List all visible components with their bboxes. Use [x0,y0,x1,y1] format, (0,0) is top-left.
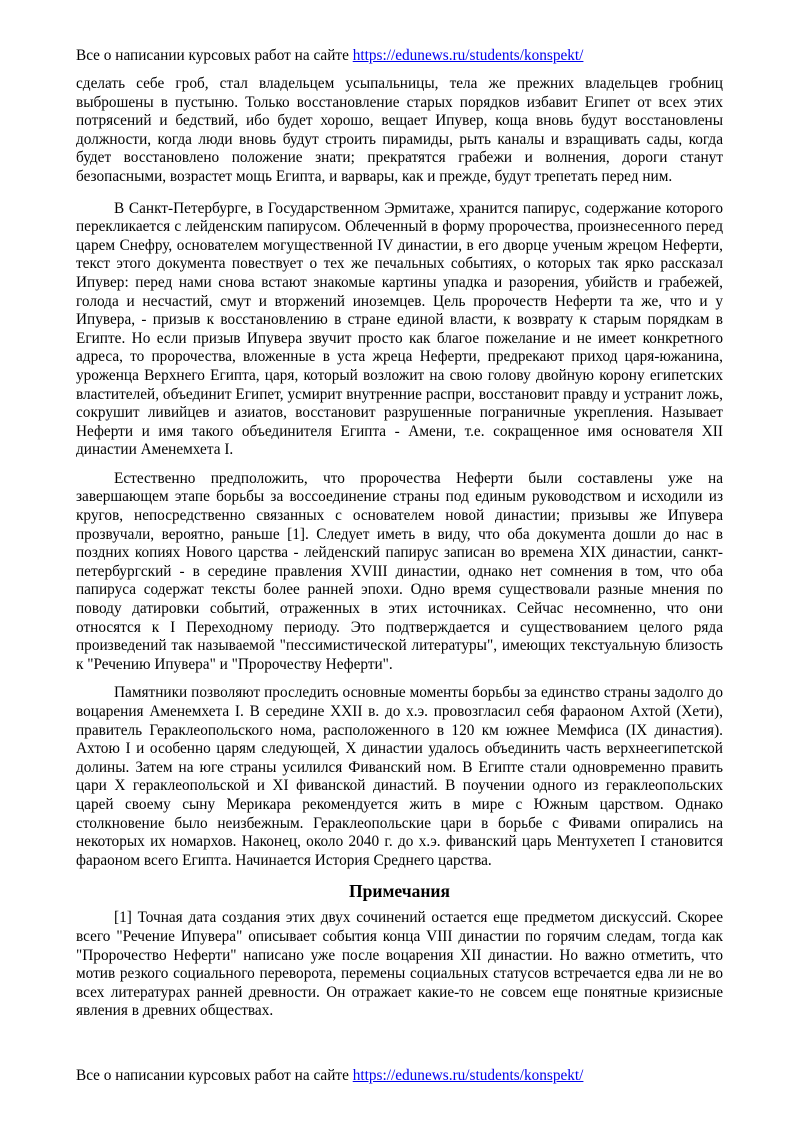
header-text: Все о написании курсовых работ на сайте [76,47,349,64]
page-footer [76,1066,583,1085]
footer-link[interactable]: https://edunews.ru/students/konspekt/ [352,1067,584,1084]
paragraph-continuation: сделать себе гроб, стал владельцем усыпальницы, тела же прежних владельцев гробниц выброшены в пустыню. Только восстановление старых порядков избавит Египет от всех этих потрясений и бедствий, ибо будет хорошо, вещает Ипувер, коща вновь будут восстановлены должности, когда люди вновь будут строить пирамиды, рыть каналы и взращивать сады, когда будет восстановлено положение знати; прекратятся грабежи и волнения, дороги станут безопасными, возрастет мощь Египта, и варвары, как и прежде, будут трепетать перед ним. [76,75,723,185]
notes-heading: Примечания [349,881,450,902]
header-link[interactable]: https://edunews.ru/students/konspekt/ [352,47,584,64]
paragraph-unification: Памятники позволяют проследить основные моменты борьбы за единство страны задолго до воцарения Аменемхета I. В середине XXII в. до х.э. провозгласил себя фараоном Ахтой (Хети), правитель Гераклеопольского нома, расположенного в 120 км южнее Мемфиса (IX династия). Ахтою I и особенно царям следующей, X династии удалось объединить часть верхнеегипетской долины. Затем на юге страны усилился Фиванский ном. В Египте стали одновременно править цари X гераклеопольской и XI фиванской династий. В поучении одного из гераклеопольских царей своему сыну Мерикара рекомендуется жить в мире с Южным царством. Однако столкновение было неизбежным. Гераклеопольские цари в борьбе с Фивами опирались на некоторых их номархов. Наконец, около 2040 г. до х.э. фиванский царь Ментухетеп I становится фараоном всего Египта. Начинается История Среднего царства. [76,684,723,869]
page-header [76,46,583,65]
footnote-1: [1] Точная дата создания этих двух сочинений остается еще предметом дискуссий. Скорее всего "Речение Ипувера" описывает события конца VIII династии по горячим следам, тогда как "Пророчество Неферти" написано уже после воцарения XII династии. Но важно отметить, что мотив резкого социального переворота, перемены социальных статусов встречается едва ли не во всех литературах ранней древности. Он отражает какие-то не совсем еще понятные кризисные явления в древних обществах. [76,909,723,1020]
paragraph-dating: Естественно предположить, что пророчества Неферти были составлены уже на завершающем этапе борьбы за воссоединение страны под единым руководством и исходили из кругов, непосредственно связанных с основателем новой династии; призывы же Ипувера прозвучали, вероятно, раньше [1]. Следует иметь в виду, что оба документа дошли до нас в поздних копиях Нового царства - лейденский папирус записан во времена XIX династии, санкт-петербургский - в середине правления XVIII династии, однако нет сомнения в том, что оба папируса содержат тексты более ранней эпохи. Одно время существовали разные мнения по поводу датировки событий, отраженных в этих источниках. Сейчас несомненно, что они относятся к I Переходному периоду. Это подтверждается и существованием целого ряда произведений так называемой "пессимистической литературы", имеющих текстуальную близость к "Речению Ипувера" и "Пророчеству Неферти". [76,469,723,673]
footer-text: Все о написании курсовых работ на сайте [76,1067,349,1084]
paragraph-hermitage-papyrus: В Санкт-Петербурге, в Государственном Эрмитаже, хранится папирус, содержание которого перекликается с лейденским папирусом. Облеченный в форму пророчества, произнесенного перед царем Снефру, основателем могущественной IV династии, в его дворце ученым жрецом Неферти, текст этого документа повествует о тех же печальных событиях, о которых так ярко рассказал Ипувер: перед нами снова встают знакомые картины упадка и разорения, убийств и грабежей, голода и несчастий, смут и вторжений иноземцев. Цель пророчеств Неферти та же, что и у Ипувера, - призыв к восстановлению в стране единой власти, к возврату к старым порядкам в Египте. Но если призыв Ипувера звучит просто как благое пожелание и не имеет конкретного адреса, то пророчества, вложенные в уста жреца Неферти, предрекают приход царя-южанина, уроженца Верхнего Египта, царя, который возложит на свою голову двойную корону египетских властителей, объединит Египет, усмирит внутренние распри, восстановит правду и устранит ложь, сокрушит ливийцев и азиатов, восстановит разрушенные пограничные укрепления. Называет Неферти и имя такого объединителя Египта - Амени, т.е. сокращенное имя основателя XII династии Аменемхета I. [76,199,723,459]
document-body [76,75,723,1031]
